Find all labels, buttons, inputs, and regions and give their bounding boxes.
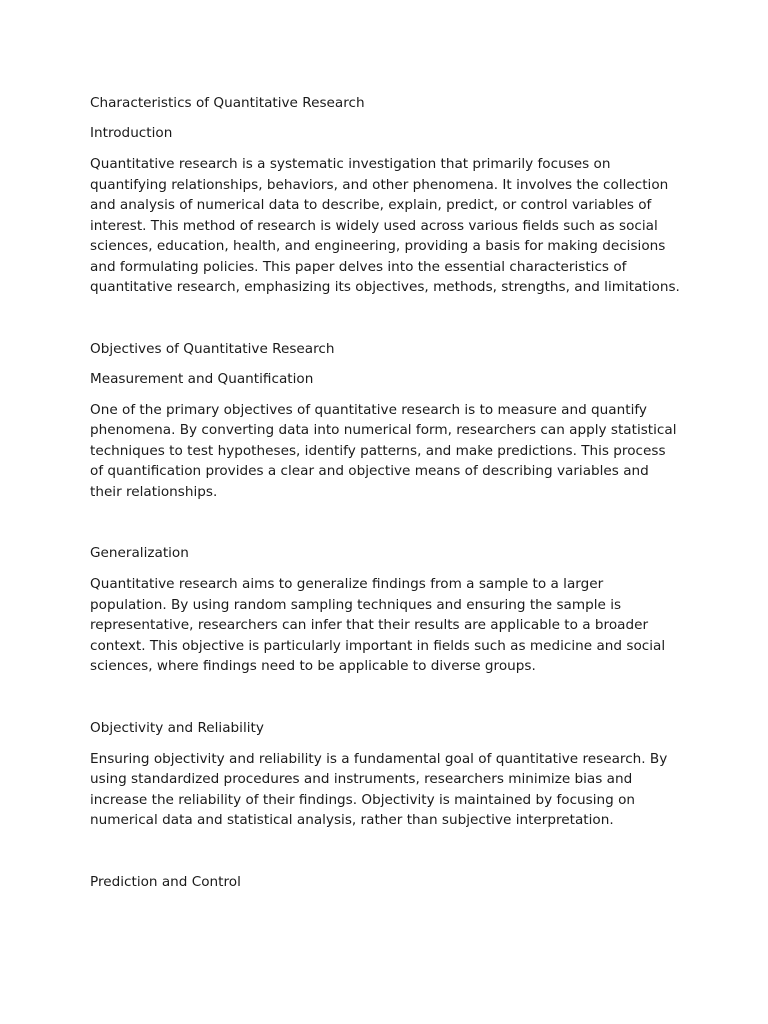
generalization-heading: Generalization xyxy=(90,545,189,561)
measurement-paragraph: One of the primary objectives of quantitative research is to measure and quantify phenomena. By converting data into numerical form, researchers can apply statistical techniques to test hypotheses, identify patterns, and make predictions. This process of quantification provides a clear and objective means of describing variables and their relationships. xyxy=(90,401,677,500)
objectivity-heading: Objectivity and Reliability xyxy=(90,719,264,736)
generalization-paragraph: Quantitative research aims to generalize findings from a sample to a larger population. By using random sampling techniques and ensuring the sample is representative, researchers can infer that their results are applicable to a broader context. This objective is particularly important in fields such as medicine and social sciences, where findings need to be applicable to diverse groups. xyxy=(90,576,666,674)
document-title: Characteristics of Quantitative Research xyxy=(90,95,365,111)
intro-heading: Introduction xyxy=(90,125,173,141)
objectivity-paragraph: Ensuring objectivity and reliability is a fundamental goal of quantitative research. By using standardized procedures and instruments, researchers minimize bias and increase the reliability of their findings. Objectivity is maintained by focusing on numerical data and statistical analysis, rather than subjective interpretation. xyxy=(90,750,668,828)
document-page xyxy=(90,93,680,892)
objectives-heading: Objectives of Quantitative Research xyxy=(90,340,335,357)
intro-paragraph: Quantitative research is a systematic investigation that primarily focuses on quantifying relationships, behaviors, and other phenomena. It involves the collection and analysis of numerical data to describe, explain, predict, or control variables of interest. This method of research is widely used across various fields such as social sciences, education, health, and engineering, providing a basis for making decisions and formulating policies. This paper delves into the essential characteristics of quantitative research, emphasizing its objectives, methods, strengths, and limitations. xyxy=(90,156,680,295)
prediction-heading: Prediction and Control xyxy=(90,873,241,890)
measurement-heading: Measurement and Quantification xyxy=(90,370,314,387)
